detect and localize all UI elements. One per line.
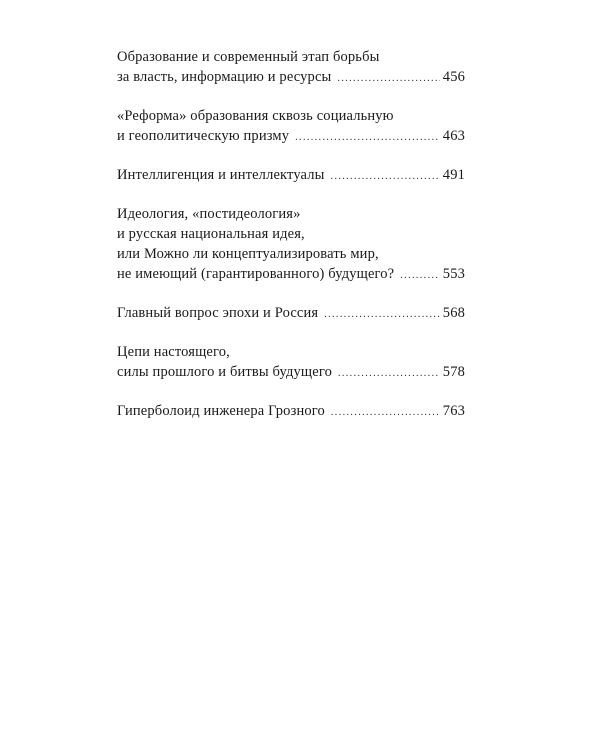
toc-page-number: 491 xyxy=(442,167,465,183)
toc-entry-title-line: за власть, информацию и ресурсы xyxy=(117,69,332,85)
toc-page-number: 553 xyxy=(442,266,465,282)
toc-entry[interactable] xyxy=(117,303,465,325)
toc-entry-last-line xyxy=(117,303,465,325)
toc-entry[interactable] xyxy=(117,401,465,423)
toc-entry-title-line: Интеллигенция и интеллектуалы xyxy=(117,167,325,183)
toc-entry-title-line: Цепи настоящего, xyxy=(117,344,230,360)
dot-leader xyxy=(295,128,440,148)
toc-entry[interactable] xyxy=(117,342,465,384)
toc-page-number: 578 xyxy=(442,364,465,380)
toc-entry-title-line: и русская национальная идея, xyxy=(117,226,305,242)
dot-leader xyxy=(331,403,440,423)
toc-entry-title-line: и геополитическую призму xyxy=(117,128,290,144)
dot-leader xyxy=(400,266,440,286)
toc-entry-title-line: или Можно ли концептуализировать мир, xyxy=(117,246,379,262)
toc-entry-title-line: силы прошлого и битвы будущего xyxy=(117,364,332,380)
toc-page-number: 763 xyxy=(442,403,465,419)
dot-leader xyxy=(338,364,440,384)
toc-entry-last-line xyxy=(117,264,465,286)
toc-page-number: 568 xyxy=(442,305,465,321)
toc-entry-title-line: Идеология, «постидеология» xyxy=(117,206,301,222)
toc-entry-last-line xyxy=(117,67,465,89)
toc-entry-last-line xyxy=(117,362,465,384)
toc-entry-title-line: не имеющий (гарантированного) будущего? xyxy=(117,266,395,282)
toc-entry-title-line: Гиперболоид инженера Грозного xyxy=(117,403,325,419)
toc-entry[interactable] xyxy=(117,47,465,89)
toc-page-number: 456 xyxy=(442,69,465,85)
toc-entry-title-line: «Реформа» образования сквозь социальную xyxy=(117,108,394,124)
toc-page-number: 463 xyxy=(442,128,465,144)
dot-leader xyxy=(324,305,440,325)
dot-leader xyxy=(331,167,440,187)
toc-entry-last-line xyxy=(117,401,465,423)
toc-entry[interactable] xyxy=(117,204,465,286)
toc-entry-title-line: Главный вопрос эпохи и Россия xyxy=(117,305,319,321)
table-of-contents xyxy=(117,47,465,440)
toc-entry[interactable] xyxy=(117,165,465,187)
toc-entry-last-line xyxy=(117,165,465,187)
toc-entry[interactable] xyxy=(117,106,465,148)
toc-entry-last-line xyxy=(117,126,465,148)
dot-leader xyxy=(337,69,439,89)
toc-entry-title-line: Образование и современный этап борьбы xyxy=(117,49,380,65)
